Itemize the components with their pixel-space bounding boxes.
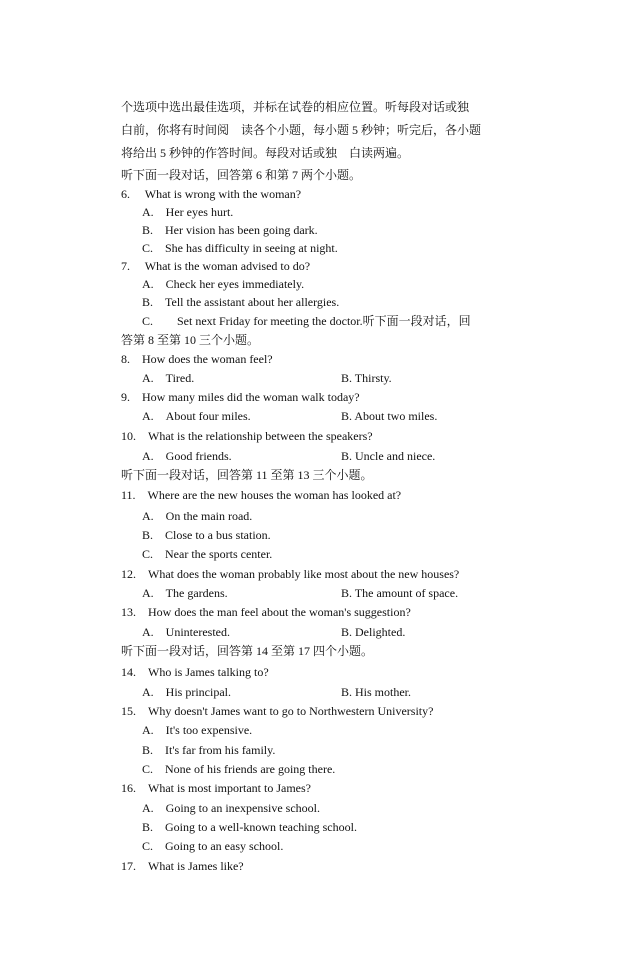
section-heading-11-13: 听下面一段对话，回答第 11 至第 13 三个小题。 bbox=[121, 468, 373, 482]
option-11b: B. Close to a bus station. bbox=[142, 528, 271, 542]
section-heading-14-17: 听下面一段对话，回答第 14 至第 17 四个小题。 bbox=[121, 644, 374, 658]
option-6b: B. Her vision has been going dark. bbox=[142, 223, 318, 237]
option-14a: A. His principal. bbox=[142, 685, 231, 699]
instruction-line-2: 白前，你将有时间阅 读各个小题，每小题 5 秒钟；听完后，各小题 bbox=[121, 123, 482, 137]
option-15b: B. It's far from his family. bbox=[142, 743, 276, 757]
question-12: 12. What does the woman probably like most about the new houses? bbox=[121, 567, 460, 581]
question-17: 17. What is James like? bbox=[121, 859, 244, 873]
option-12a: A. The gardens. bbox=[142, 586, 228, 600]
option-7c: C. Set next Friday for meeting the doctor.听下面一段对话，回 bbox=[142, 314, 471, 328]
instruction-line-3: 将给出 5 秒钟的作答时间。每段对话或独 白读两遍。 bbox=[121, 146, 410, 160]
question-15: 15. Why doesn't James want to go to Northwestern University? bbox=[121, 704, 434, 718]
option-6c: C. She has difficulty in seeing at night. bbox=[142, 241, 338, 255]
option-8a: A. Tired. bbox=[142, 371, 195, 385]
question-14: 14. Who is James talking to? bbox=[121, 665, 269, 679]
option-7b: B. Tell the assistant about her allergies. bbox=[142, 295, 340, 309]
section-heading-8-10: 答第 8 至第 10 三个小题。 bbox=[121, 333, 260, 347]
option-14b: B. His mother. bbox=[341, 685, 412, 699]
option-8b: B. Thirsty. bbox=[341, 371, 392, 385]
option-12b: B. The amount of space. bbox=[341, 586, 459, 600]
option-11c: C. Near the sports center. bbox=[142, 547, 273, 561]
question-13: 13. How does the man feel about the woman's suggestion? bbox=[121, 605, 411, 619]
question-10: 10. What is the relationship between the speakers? bbox=[121, 429, 373, 443]
option-16a: A. Going to an inexpensive school. bbox=[142, 801, 320, 815]
question-11: 11. Where are the new houses the woman has looked at? bbox=[121, 488, 402, 502]
option-11a: A. On the main road. bbox=[142, 509, 253, 523]
option-9a: A. About four miles. bbox=[142, 409, 251, 423]
option-13a: A. Uninterested. bbox=[142, 625, 230, 639]
question-9: 9. How many miles did the woman walk today? bbox=[121, 390, 360, 404]
option-9b: B. About two miles. bbox=[341, 409, 438, 423]
question-8: 8. How does the woman feel? bbox=[121, 352, 273, 366]
option-7a: A. Check her eyes immediately. bbox=[142, 277, 305, 291]
option-6a: A. Her eyes hurt. bbox=[142, 205, 234, 219]
option-15a: A. It's too expensive. bbox=[142, 723, 253, 737]
question-16: 16. What is most important to James? bbox=[121, 781, 311, 795]
option-10b: B. Uncle and niece. bbox=[341, 449, 436, 463]
option-13b: B. Delighted. bbox=[341, 625, 406, 639]
instruction-line-1: 个选项中选出最佳选项，并标在试卷的相应位置。听每段对话或独 bbox=[121, 100, 470, 114]
question-7: 7. What is the woman advised to do? bbox=[121, 259, 311, 273]
section-heading-6-7: 听下面一段对话，回答第 6 和第 7 两个小题。 bbox=[121, 168, 362, 182]
option-15c: C. None of his friends are going there. bbox=[142, 762, 336, 776]
option-16b: B. Going to a well-known teaching school. bbox=[142, 820, 357, 834]
question-6: 6. What is wrong with the woman? bbox=[121, 187, 302, 201]
option-16c: C. Going to an easy school. bbox=[142, 839, 284, 853]
option-10a: A. Good friends. bbox=[142, 449, 232, 463]
